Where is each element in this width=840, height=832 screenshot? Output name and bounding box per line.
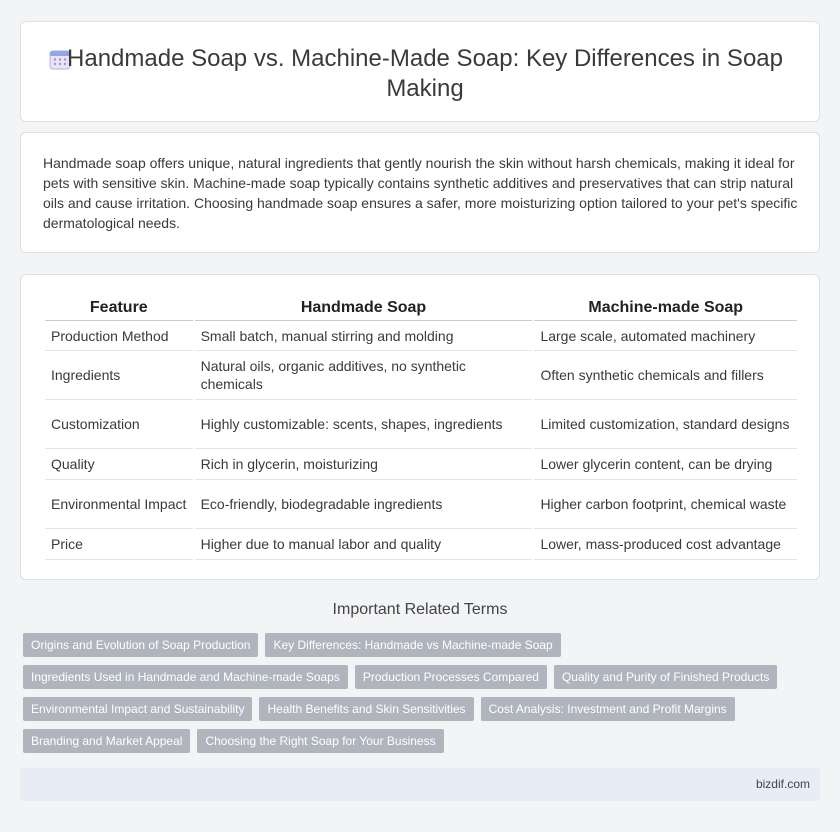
related-term-tag[interactable]: Health Benefits and Skin Sensitivities xyxy=(259,697,473,721)
handmade-cell: Higher due to manual labor and quality xyxy=(195,529,533,560)
handmade-cell: Highly customizable: scents, shapes, ingredients xyxy=(195,400,533,449)
handmade-cell: Small batch, manual stirring and molding xyxy=(195,321,533,351)
table-row xyxy=(45,321,797,351)
machine-made-cell: Lower, mass-produced cost advantage xyxy=(534,529,797,560)
footer xyxy=(20,768,820,801)
feature-cell: Quality xyxy=(45,449,193,480)
table-header-row xyxy=(45,295,797,321)
comparison-table xyxy=(43,295,799,560)
machine-made-cell: Higher carbon footprint, chemical waste xyxy=(534,480,797,529)
header-machine-made: Machine-made Soap xyxy=(534,295,797,321)
page-title: Handmade Soap vs. Machine-Made Soap: Key Differences in Soap Making xyxy=(67,45,783,102)
related-term-tag[interactable]: Branding and Market Appeal xyxy=(23,729,190,753)
related-term-tag[interactable]: Choosing the Right Soap for Your Business xyxy=(197,729,443,753)
header-feature: Feature xyxy=(45,295,193,321)
table-row xyxy=(45,400,797,449)
header-card xyxy=(20,21,820,122)
machine-made-cell: Limited customization, standard designs xyxy=(534,400,797,449)
feature-cell: Production Method xyxy=(45,321,193,351)
feature-cell: Customization xyxy=(45,400,193,449)
header-handmade: Handmade Soap xyxy=(195,295,533,321)
intro-card xyxy=(20,132,820,253)
feature-cell: Price xyxy=(45,529,193,560)
machine-made-cell: Lower glycerin content, can be drying xyxy=(534,449,797,480)
related-term-tag[interactable]: Origins and Evolution of Soap Production xyxy=(23,633,258,657)
related-terms-list xyxy=(23,633,813,753)
handmade-cell: Eco-friendly, biodegradable ingredients xyxy=(195,480,533,529)
footer-brand[interactable]: bizdif.com xyxy=(755,777,810,791)
related-terms-heading: Important Related Terms xyxy=(332,601,508,618)
related-term-tag[interactable]: Quality and Purity of Finished Products xyxy=(554,665,777,689)
related-term-tag[interactable]: Ingredients Used in Handmade and Machine-made Soaps xyxy=(23,665,348,689)
related-term-tag[interactable]: Production Processes Compared xyxy=(355,665,547,689)
table-row xyxy=(45,351,797,400)
table-row xyxy=(45,480,797,529)
table-row xyxy=(45,449,797,480)
handmade-cell: Rich in glycerin, moisturizing xyxy=(195,449,533,480)
machine-made-cell: Often synthetic chemicals and fillers xyxy=(534,351,797,400)
table-row xyxy=(45,529,797,560)
related-term-tag[interactable]: Environmental Impact and Sustainability xyxy=(23,697,252,721)
handmade-cell: Natural oils, organic additives, no synthetic chemicals xyxy=(195,351,533,400)
feature-cell: Ingredients xyxy=(45,351,193,400)
feature-cell: Environmental Impact xyxy=(45,480,193,529)
related-term-tag[interactable]: Key Differences: Handmade vs Machine-made Soap xyxy=(265,633,560,657)
machine-made-cell: Large scale, automated machinery xyxy=(534,321,797,351)
related-term-tag[interactable]: Cost Analysis: Investment and Profit Margins xyxy=(481,697,735,721)
comparison-card xyxy=(20,274,820,580)
intro-paragraph: Handmade soap offers unique, natural ingredients that gently nourish the skin without harsh chemicals, making it ideal for pets with sensitive skin. Machine-made soap typically contains synthetic additives and preservatives that can strip natural oils and cause irritation. Choosing handmade soap ensures a safer, more moisturizing option tailored to your pet's specific dermatological needs. xyxy=(43,155,798,231)
